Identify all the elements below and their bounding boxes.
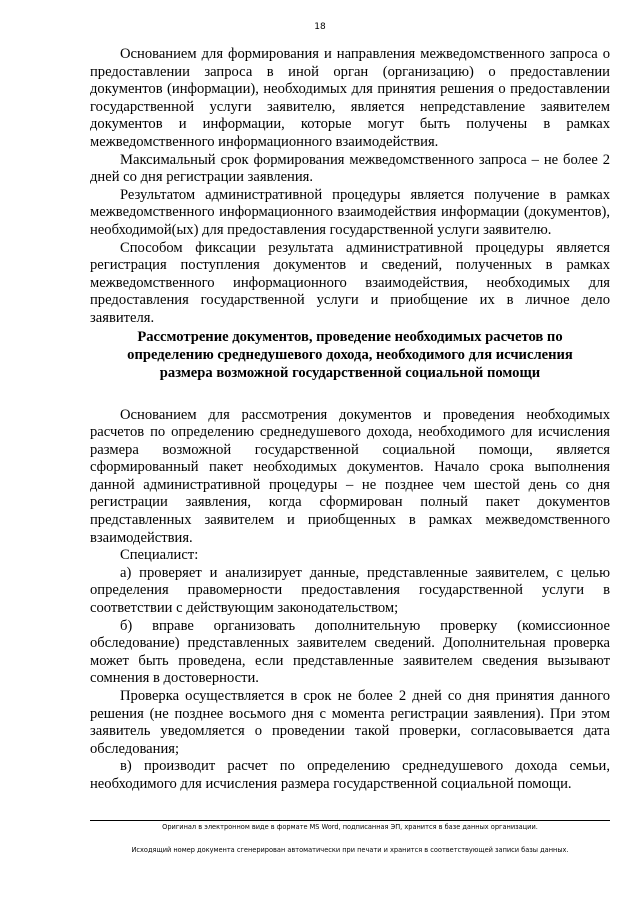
paragraph-check-term: Проверка осуществляется в срок не более 2 дней со дня принятия данного решения (не позднее восьмого дня с момента регистрации заявления). При этом заявитель уведомляется о проведении такой проверки, согласовывается дата обследования; (90, 688, 610, 757)
footer-note-original: Оригинал в электронном виде в формате MS Word, подписанная ЭП, хранится в базе данных организации. (162, 823, 538, 831)
section-heading-line-1: Рассмотрение документов, проведение необходимых расчетов по (137, 328, 563, 345)
section-heading (90, 328, 610, 382)
paragraph-item-a: а) проверяет и анализирует данные, представленные заявителем, с целью определения правомерности предоставления государственной услуги в соответствии с действующим законодательством; (90, 564, 610, 617)
document-body (90, 46, 610, 794)
paragraph-specialist: Специалист: (120, 547, 199, 564)
section-heading-line-2: определению среднедушевого дохода, необходимого для исчисления (127, 346, 573, 363)
section-heading-line-3: размера возможной государственной социальной помощи (159, 364, 541, 381)
paragraph-mvz-basis: Основанием для формирования и направления межведомственного запроса о предоставлении запроса в иной орган (организацию) о предоставлении документов (информации), необходимых для принятия решения о предоставлении государственной услуги заявителю, является непредставление заявителем документов и информации, которые могут быть получены в рамках межведомственного информационного взаимодействия. (90, 46, 610, 150)
paragraph-review-basis: Основанием для рассмотрения документов и проведения необходимых расчетов по определению среднедушевого дохода, необходимого для исчисления размера возможной государственной социальной помощи, является сформированный пакет необходимых документов. Начало срока выполнения данной административной процедуры – не позднее чем шестой день со дня регистрации заявления, когда сформирован полный пакет документов представленных заявителем и приобщенных в рамках межведомственного взаимодействия. (90, 406, 610, 546)
paragraph-fixation: Способом фиксации результата административной процедуры является регистрация поступления документов и сведений, полученных в рамках межведомственного информационного взаимодействия, необходимых для предоставления государственной услуги и приобщение их в личное дело заявителя. (90, 239, 610, 326)
paragraph-item-b: б) вправе организовать дополнительную проверку (комиссионное обследование) представленных заявителем сведений. Дополнительная проверка может быть проведена, если представленные заявителем сведения вызывают сомнения в достоверности. (90, 617, 610, 687)
footer-note-outgoing-number: Исходящий номер документа сгенерирован автоматически при печати и хранится в соответствующей записи базы данных. (131, 846, 569, 854)
footer-divider (90, 820, 610, 821)
paragraph-result: Результатом административной процедуры является получение в рамках межведомственного информационного взаимодействия информации (документов), необходимой(ых) для предоставления государственной услуги заявителю. (90, 186, 610, 238)
page-number: 18 (314, 22, 326, 32)
paragraph-item-v: в) производит расчет по определению среднедушевого дохода семьи, необходимого для исчисления размера государственной социальной помощи. (90, 758, 610, 792)
paragraph-max-term: Максимальный срок формирования межведомственного запроса – не более 2 дней со дня регистрации заявления. (90, 151, 610, 186)
